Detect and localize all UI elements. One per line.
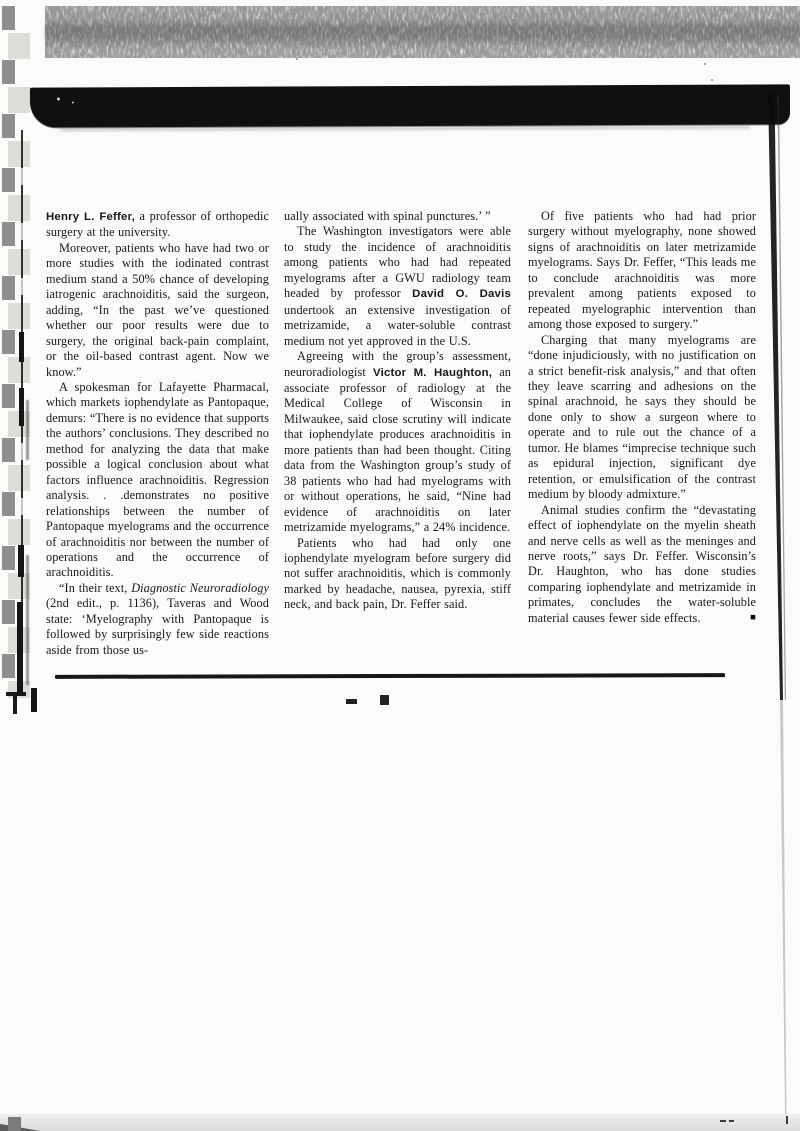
article-column-3	[528, 209, 756, 626]
text-segment: Animal studies confirm the “devastating effect of iophendylate on the myelin sheath and nerve cells as well as the meninges and nerve roots,” says Dr. Feffer. Wisconsin’s Dr. Haughton, who has done studies comparing iophendylate and metrizamide in primates, concludes the water-soluble material causes fewer side effects.	[528, 502, 756, 625]
text-segment: “In their text,	[59, 580, 132, 595]
text-segment: The Washington investigators were able to study the incidence of arachnoiditis among patients who had had repeated myelograms after a GWU radiology team headed by professor	[284, 224, 511, 301]
article-column-2	[284, 209, 511, 613]
article-paragraph	[46, 380, 269, 581]
text-segment: Patients who had had only one iophendylate myelogram before surgery did not suffer arachnoiditis, which is commonly marked by headache, nausea, pyrexia, stiff neck, and back pain, Dr. Feffer said.	[284, 535, 511, 612]
scanner-edge-mark	[786, 1116, 788, 1124]
text-segment: ually associated with spinal punctures.’ ”	[284, 209, 491, 223]
article-paragraph	[46, 241, 269, 380]
binding-ink-mark	[31, 688, 37, 712]
text-segment: undertook an extensive investigation of metrizamide, a water-soluble contrast medium not yet approved in the U.S.	[284, 302, 511, 348]
text-segment: Victor M. Haughton,	[373, 366, 493, 379]
text-segment: Henry L. Feffer,	[46, 211, 135, 223]
scan-noise-streak	[45, 6, 800, 58]
scan-speck	[296, 58, 298, 60]
article-paragraph	[528, 503, 756, 627]
article-column-1	[46, 209, 269, 658]
scanner-edge-mark	[720, 1120, 726, 1122]
text-segment: Charging that many myelograms are “done injudiciously, with no justification on a strict benefit-risk analysis,” and that often they leave scarring and adhesions on the spinal arachnoid, he says they should be done only to show a surgeon where to operate and to rule out the chance of a tumor. He blames “imprecise technique such as epidural injection, significant dye retention, or emulsification of the contrast medium by bloody admixture.”	[528, 332, 756, 502]
scanner-edge-band	[0, 1114, 800, 1131]
article-paragraph	[284, 349, 511, 535]
binding-scribble-mark	[26, 555, 29, 685]
end-of-article-mark: ■	[750, 612, 756, 623]
text-segment: Moreover, patients who have had two or more studies with the iodinated contrast medium stand a 50% chance of developing iatrogenic arachnoiditis, said the surgeon, adding, “In the past we’ve questioned whether our poor results were due to surgery, the original back-pain complaint, or the oil-based contrast agent. Now we know.”	[46, 240, 269, 379]
binding-ink-mark	[17, 602, 23, 692]
cutoff-text-mark	[346, 699, 357, 704]
text-segment: Of five patients who had had prior surgery without myelography, none showed signs of arachnoiditis on later metrizamide myelograms. Says Dr. Feffer, “This leads me to conclude arachnoiditis was more prevalent among patients exposed to repeated myelographic intervention than among those exposed to surgery.”	[528, 209, 756, 332]
binding-ink-mark	[19, 332, 24, 362]
scan-speck	[72, 101, 74, 103]
cutoff-text-mark	[380, 695, 389, 705]
text-segment: Diagnostic Neuroradiology	[131, 580, 269, 595]
text-segment: Agreeing with the group’s assessment, neuroradiologist	[284, 349, 511, 379]
text-segment: a professor of orthopedic surgery at the university.	[46, 209, 269, 240]
binding-ink-mark	[19, 388, 24, 426]
scan-black-bar	[30, 84, 790, 127]
text-segment: A spokesman for Lafayette Pharmacal, which markets iophendylate as Pantopaque, demurs: “There is no evidence that supports the authors’ conclusions. They described no method for analyzing the data that make possible a logical conclusion about what factors influence arachnoiditis. Regression analysis. . .demonstrates no positive relationships between the number of Pantopaque myelograms and the occurrence of arachnoiditis nor between the number of operations and the occurrence of arachnoiditis.	[46, 379, 269, 580]
article-paragraph	[46, 209, 269, 241]
column-bottom-rule	[55, 673, 725, 679]
article-paragraph	[284, 536, 511, 613]
article-paragraph	[284, 209, 511, 224]
text-segment: (2nd edit., p. 1136), Taveras and Wood state: ‘Myelography with Pantopaque is followed by surprisingly few side reactions aside from those us-	[46, 596, 269, 657]
text-segment: an associate professor of radiology at the Medical College of Wisconsin in Milwaukee, said close scrutiny will indicate that iophendylate produces arachnoiditis in more patients than had been thought. Citing data from the Washington group’s study of 38 patients who had had myelograms with or without operations, he said, “Nine had evidence of arachnoiditis on later metrizamide myelograms,” a 24% incidence.	[284, 364, 511, 535]
binding-ink-mark	[18, 545, 24, 577]
scanner-edge-mark	[8, 1117, 21, 1131]
binding-scribble-mark	[26, 400, 29, 460]
scan-speck	[704, 63, 706, 65]
scanner-edge-mark	[729, 1120, 734, 1122]
article-paragraph	[528, 209, 756, 333]
scan-speck	[711, 79, 713, 81]
binding-ink-mark	[13, 692, 17, 714]
article-paragraph	[528, 333, 756, 503]
article-paragraph	[284, 224, 511, 349]
article-paragraph	[46, 581, 269, 658]
scan-speck	[57, 98, 60, 101]
text-segment: David O. Davis	[412, 288, 511, 301]
